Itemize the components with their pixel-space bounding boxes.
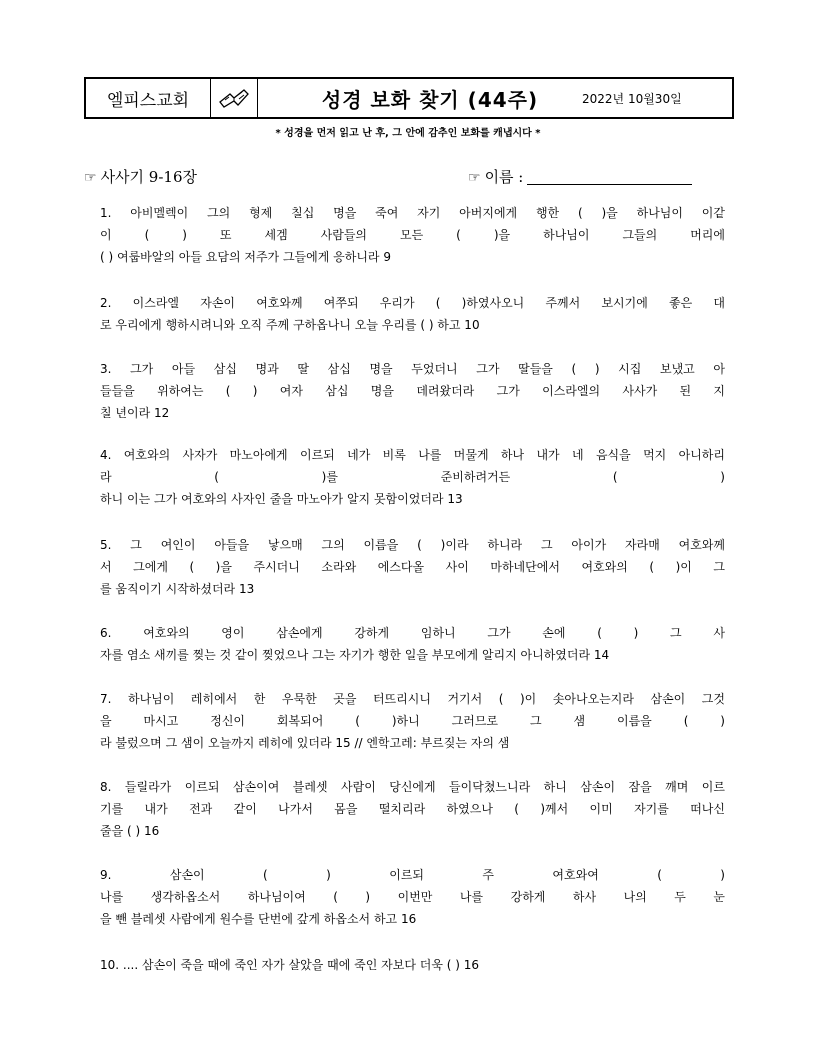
- pointing-hand-icon: ☞: [84, 170, 97, 186]
- question-text: 자를 염소 새끼를 찢는 것 같이 찢었으나 그는 자기가 행한 일을 부모에게 알리지 아니하였더라 14: [100, 648, 610, 662]
- question-text: 8. 들릴라가 이르되 삼손이여 블레셋 사람이 당신에게 들이닥쳤느니라 하니 삼손이 잠을 깨며 이르: [100, 780, 725, 794]
- question-3: [100, 358, 725, 424]
- question-4: [100, 444, 725, 510]
- question-text: 1. 아비멜렉이 그의 형제 칠십 명을 죽여 자기 아버지에게 행한 ( )을 하나님이 이같: [100, 206, 725, 220]
- scripture-range: [84, 166, 197, 187]
- question-text: 줄을 ( ) 16: [100, 824, 160, 838]
- open-bible-icon: [211, 79, 258, 117]
- question-10: [100, 954, 725, 976]
- question-text: 9. 삼손이 ( ) 이르되 주 여호와여 ( ): [100, 868, 725, 882]
- question-text: 라 ( )를 준비하려거든 ( ): [100, 470, 725, 484]
- question-line: [100, 776, 725, 798]
- question-line: [100, 732, 725, 754]
- question-line: [100, 380, 725, 402]
- question-7: [100, 688, 725, 754]
- question-line: [100, 358, 725, 380]
- question-text: 을 마시고 정신이 회복되어 ( )하니 그러므로 그 샘 이름을 ( ): [100, 714, 725, 728]
- question-text: 을 뺀 블레셋 사람에게 원수를 단번에 갚게 하옵소서 하고 16: [100, 912, 417, 926]
- open-bible-icon-svg: [217, 87, 251, 109]
- question-6: [100, 622, 725, 666]
- question-line: [100, 864, 725, 886]
- question-line: [100, 556, 725, 578]
- question-line: [100, 466, 725, 488]
- question-text: 6. 여호와의 영이 삼손에게 강하게 임하니 그가 손에 ( ) 그 사: [100, 626, 725, 640]
- question-line: [100, 710, 725, 732]
- question-line: [100, 578, 725, 600]
- question-text: 라 불렀으며 그 샘이 오늘까지 레히에 있더라 15 // 엔학고레: 부르짖는 자의 샘: [100, 736, 510, 750]
- question-8: [100, 776, 725, 842]
- question-text: 서 그에게 ( )을 주시더니 소라와 에스다올 사이 마하네단에서 여호와의 ( )이 그: [100, 560, 725, 574]
- question-line: [100, 908, 725, 930]
- question-text: 2. 이스라엘 자손이 여호와께 여쭈되 우리가 ( )하였사오니 주께서 보시기에 좋은 대: [100, 296, 725, 310]
- question-2: [100, 292, 725, 336]
- worksheet-header: [84, 77, 734, 119]
- question-text: 로 우리에게 행하시려니와 오직 주께 구하옵나니 오늘 우리를 ( ) 하고 10: [100, 318, 480, 332]
- question-text: 10. .... 삼손이 죽을 때에 죽인 자가 살았을 때에 죽인 자보다 더욱 ( ) 16: [100, 958, 479, 972]
- question-line: [100, 292, 725, 314]
- question-line: [100, 644, 725, 666]
- question-text: ( ) 여룹바알의 아들 요담의 저주가 그들에게 응하니라 9: [100, 250, 391, 264]
- name-input[interactable]: [527, 170, 692, 185]
- question-text: 이 ( ) 또 세겜 사람들의 모든 ( )을 하나님이 그들의 머리에: [100, 228, 725, 242]
- question-line: [100, 246, 725, 268]
- question-line: [100, 402, 725, 424]
- question-9: [100, 864, 725, 930]
- question-text: 하니 이는 그가 여호와의 사자인 줄을 마노아가 알지 못함이었더라 13: [100, 492, 463, 506]
- question-line: [100, 534, 725, 556]
- worksheet-date: 2022년 10월30일: [582, 91, 682, 106]
- name-label: 이름 :: [484, 168, 524, 186]
- question-text: 나를 생각하옵소서 하나님이여 ( ) 이번만 나를 강하게 하사 나의 두 눈: [100, 890, 725, 904]
- name-field: [468, 166, 692, 187]
- worksheet-title: 성경 보화 찾기 (44주): [321, 87, 539, 112]
- question-text: 칠 년이라 12: [100, 406, 170, 420]
- church-name: 엘피스교회: [86, 79, 211, 117]
- question-line: [100, 488, 725, 510]
- question-text: 들들을 위하여는 ( ) 여자 삼십 명을 데려왔더라 그가 이스라엘의 사사가 된 지: [100, 384, 725, 398]
- question-line: [100, 954, 725, 976]
- question-text: 4. 여호와의 사자가 마노아에게 이르되 네가 비록 나를 머물게 하나 내가 네 음식을 먹지 아니하리: [100, 448, 725, 462]
- question-text: 3. 그가 아들 삼십 명과 딸 삼십 명을 두었더니 그가 딸들을 ( ) 시집 보냈고 아: [100, 362, 725, 376]
- question-5: [100, 534, 725, 600]
- question-line: [100, 314, 725, 336]
- question-line: [100, 224, 725, 246]
- instruction-text: * 성경을 먼저 읽고 난 후, 그 안에 감추인 보화를 캐냅시다 *: [275, 128, 541, 139]
- range-text: 사사기 9-16장: [100, 168, 197, 186]
- question-line: [100, 688, 725, 710]
- question-line: [100, 444, 725, 466]
- question-line: [100, 202, 725, 224]
- question-text: 를 움직이기 시작하셨더라 13: [100, 582, 255, 596]
- question-text: 7. 하나님이 레히에서 한 우묵한 곳을 터뜨리시니 거기서 ( )이 솟아나오는지라 삼손이 그것: [100, 692, 725, 706]
- question-text: 기를 내가 전과 같이 나가서 몸을 떨치리라 하였으나 ( )께서 이미 자기를 떠나신: [100, 802, 725, 816]
- question-1: [100, 202, 725, 268]
- question-line: [100, 886, 725, 908]
- question-line: [100, 798, 725, 820]
- question-text: 5. 그 여인이 아들을 낳으매 그의 이름을 ( )이라 하니라 그 아이가 자라매 여호와께: [100, 538, 725, 552]
- question-line: [100, 622, 725, 644]
- pointing-hand-icon: ☞: [468, 170, 481, 186]
- question-line: [100, 820, 725, 842]
